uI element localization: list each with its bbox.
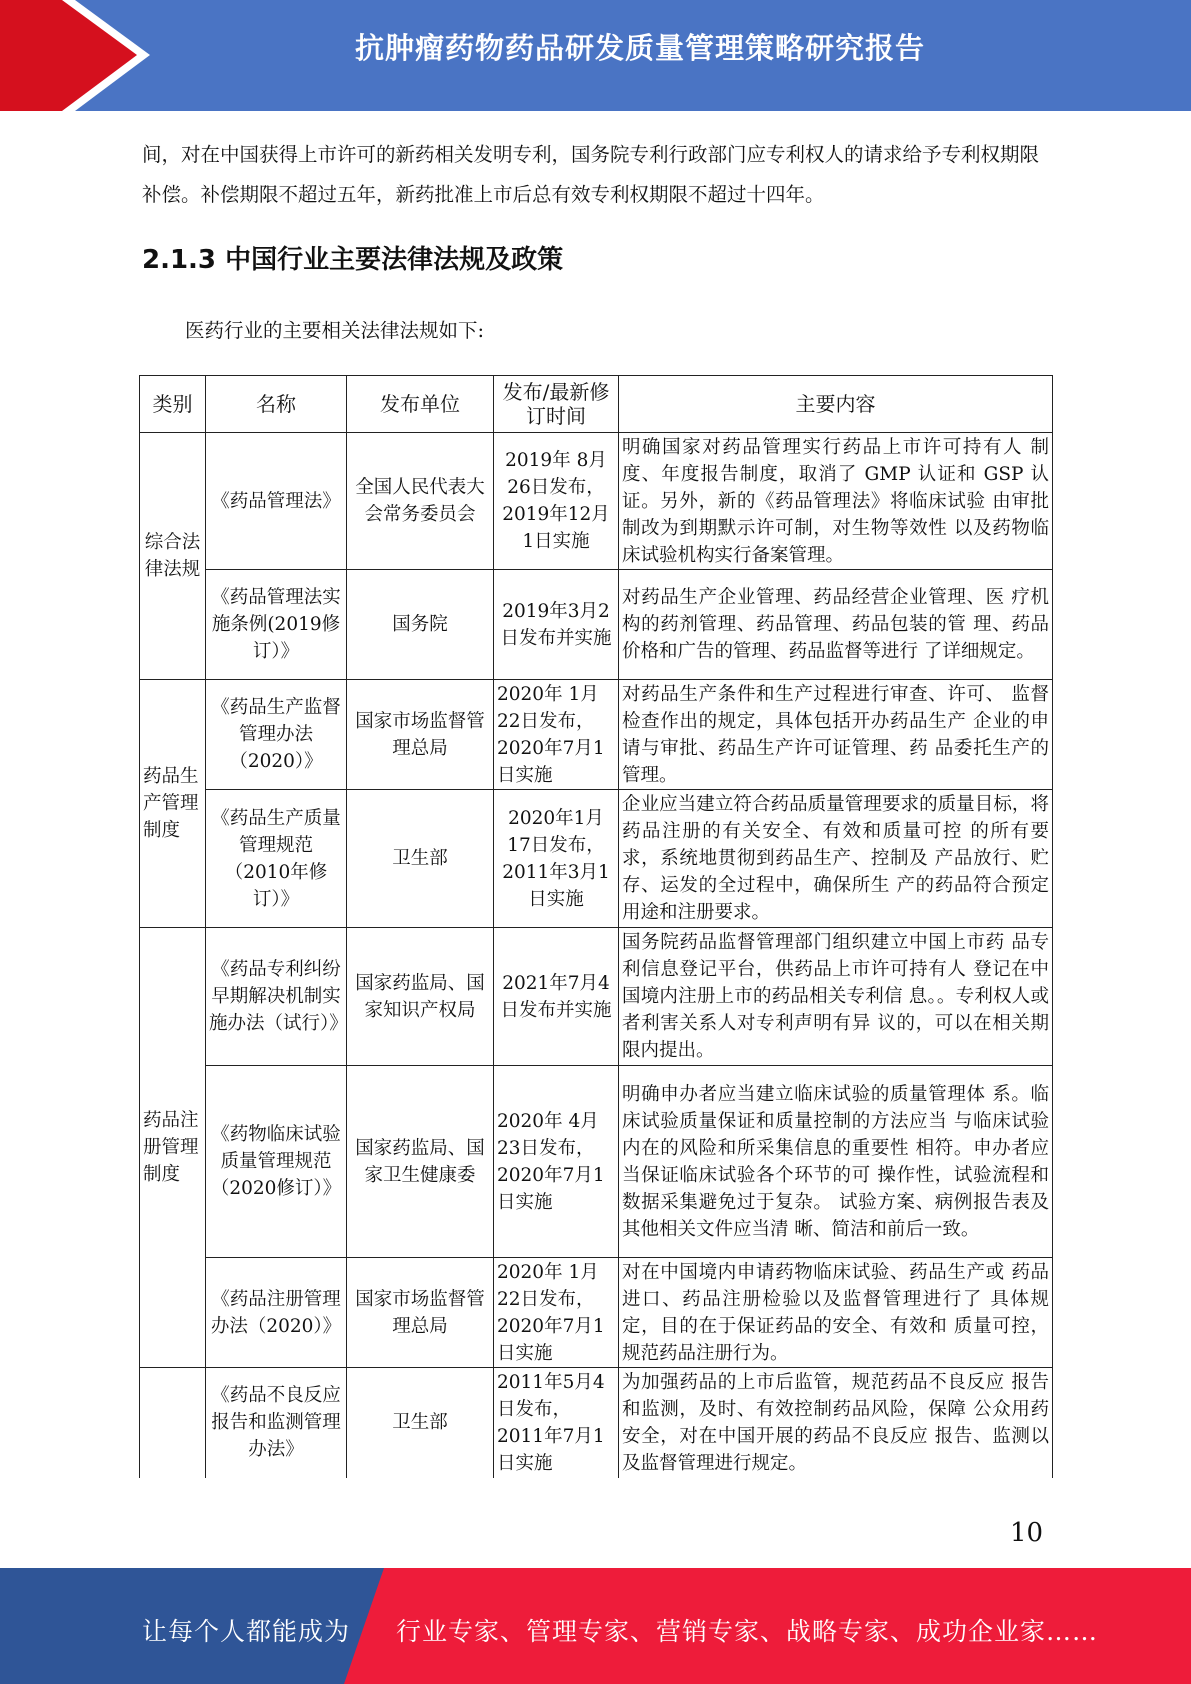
header-bar [0,0,1191,111]
date: 2011年5月4日发布，2011年7月1日实施 [494,1368,619,1478]
category-cell: 药品生产管理制度 [140,680,206,928]
header-date: 发布/最新修订时间 [494,376,619,433]
table-intro: 医药行业的主要相关法律法规如下: [185,319,485,342]
date: 2019年 8月26日发布，2019年12月1日实施 [494,433,619,570]
category-cell: 药品注册管理制度 [140,928,206,1368]
publisher: 国务院 [347,570,494,680]
report-title: 抗肿瘤药物药品研发质量管理策略研究报告 [354,31,925,65]
content: 国务院药品监督管理部门组织建立中国上市药 品专利信息登记平台，供药品上市许可持有人 登记在中国境内注册上市的药品相关专利信 息。。专利权人或者利害关系人对专利声明有异 议的，可以在相关期限内提出。 [619,928,1053,1066]
table-row [140,433,1053,570]
table-row [140,680,1053,790]
publisher: 国家药监局、国家卫生健康委 [347,1066,494,1258]
table-row [140,1066,1053,1258]
regulations-table [139,375,1053,1478]
section-heading: 2.1.3 中国行业主要法律法规及政策 [142,245,564,275]
table-row [140,928,1053,1066]
header-name: 名称 [206,376,347,433]
publisher: 国家药监局、国家知识产权局 [347,928,494,1066]
date: 2021年7月4日发布并实施 [494,928,619,1066]
publisher: 卫生部 [347,790,494,928]
footer-slogan-left: 让每个人都能成为 [142,1617,351,1646]
content: 对药品生产条件和生产过程进行审查、许可、 监督检查作出的规定，具体包括开办药品生产 企业的申请与审批、药品生产许可证管理、药 品委托生产的管理。 [619,680,1053,790]
law-name: 《药品注册管理办法（2020）》 [206,1258,347,1368]
date: 2020年1月17日发布，2011年3月1日实施 [494,790,619,928]
date: 2020年 1月22日发布，2020年7月1日实施 [494,680,619,790]
table-row [140,1368,1053,1478]
content: 明确国家对药品管理实行药品上市许可持有人 制度、年度报告制度，取消了 GMP 认证和 GSP 认证。另外，新的《药品管理法》将临床试验 由审批制改为到期默示许可制，对生物等效性 以及药物临床试验机构实行备案管理。 [619,433,1053,570]
table-row [140,790,1053,928]
body-paragraph: 间，对在中国获得上市许可的新药相关发明专利，国务院专利行政部门应专利权人的请求给予专利权期限补偿。补偿期限不超过五年，新药批准上市后总有效专利权期限不超过十四年。 [142,143,1040,206]
header-publisher: 发布单位 [347,376,494,433]
footer-slogan-right: 行业专家、管理专家、营销专家、战略专家、成功企业家…… [396,1617,1099,1646]
law-name: 《药品生产质量管理规范（2010年修订）》 [206,790,347,928]
content: 明确申办者应当建立临床试验的质量管理体 系。临床试验质量保证和质量控制的方法应当 与临床试验内在的风险和所采集信息的重要性 相符。申办者应当保证临床试验各个环节的可 操作性，试验流程和数据采集避免过于复杂。 试验方案、病例报告表及其他相关文件应当清 晰、简洁和前后一致。 [619,1066,1053,1258]
header-content: 主要内容 [619,376,1053,433]
publisher: 国家市场监督管理总局 [347,1258,494,1368]
table-row [140,570,1053,680]
content: 对在中国境内申请药物临床试验、药品生产或 药品进口、药品注册检验以及监督管理进行了 具体规定，目的在于保证药品的安全、有效和 质量可控，规范药品注册行为。 [619,1258,1053,1368]
publisher: 卫生部 [347,1368,494,1478]
content: 对药品生产企业管理、药品经营企业管理、医 疗机构的药剂管理、药品管理、药品包装的管 理、药品价格和广告的管理、药品监督等进行 了详细规定。 [619,570,1053,680]
law-name: 《药品不良反应报告和监测管理办法》 [206,1368,347,1478]
law-name: 《药品专利纠纷早期解决机制实施办法（试行）》 [206,928,347,1066]
date: 2020年 4月23日发布，2020年7月1日实施 [494,1066,619,1258]
table-header-row [140,376,1053,433]
table-row [140,1258,1053,1368]
law-name: 《药物临床试验质量管理规范（2020修订）》 [206,1066,347,1258]
header-category: 类别 [140,376,206,433]
publisher: 全国人民代表大会常务委员会 [347,433,494,570]
category-cell: 综合法律法规 [140,433,206,680]
law-name: 《药品生产监督管理办法（2020）》 [206,680,347,790]
category-cell [140,1368,206,1478]
law-name: 《药品管理法实施条例(2019修订）》 [206,570,347,680]
content: 为加强药品的上市后监管，规范药品不良反应 报告和监测，及时、有效控制药品风险，保障 公众用药安全，对在中国开展的药品不良反应 报告、监测以及监督管理进行规定。 [619,1368,1053,1478]
content: 企业应当建立符合药品质量管理要求的质量目标，将药品注册的有关安全、有效和质量可控 的所有要求，系统地贯彻到药品生产、控制及 产品放行、贮存、运发的全过程中，确保所生 产的药品符合预定用途和注册要求。 [619,790,1053,928]
date: 2020年 1月22日发布，2020年7月1日实施 [494,1258,619,1368]
date: 2019年3月2日发布并实施 [494,570,619,680]
page-number: 10 [1010,1518,1044,1548]
publisher: 国家市场监督管理总局 [347,680,494,790]
law-name: 《药品管理法》 [206,433,347,570]
